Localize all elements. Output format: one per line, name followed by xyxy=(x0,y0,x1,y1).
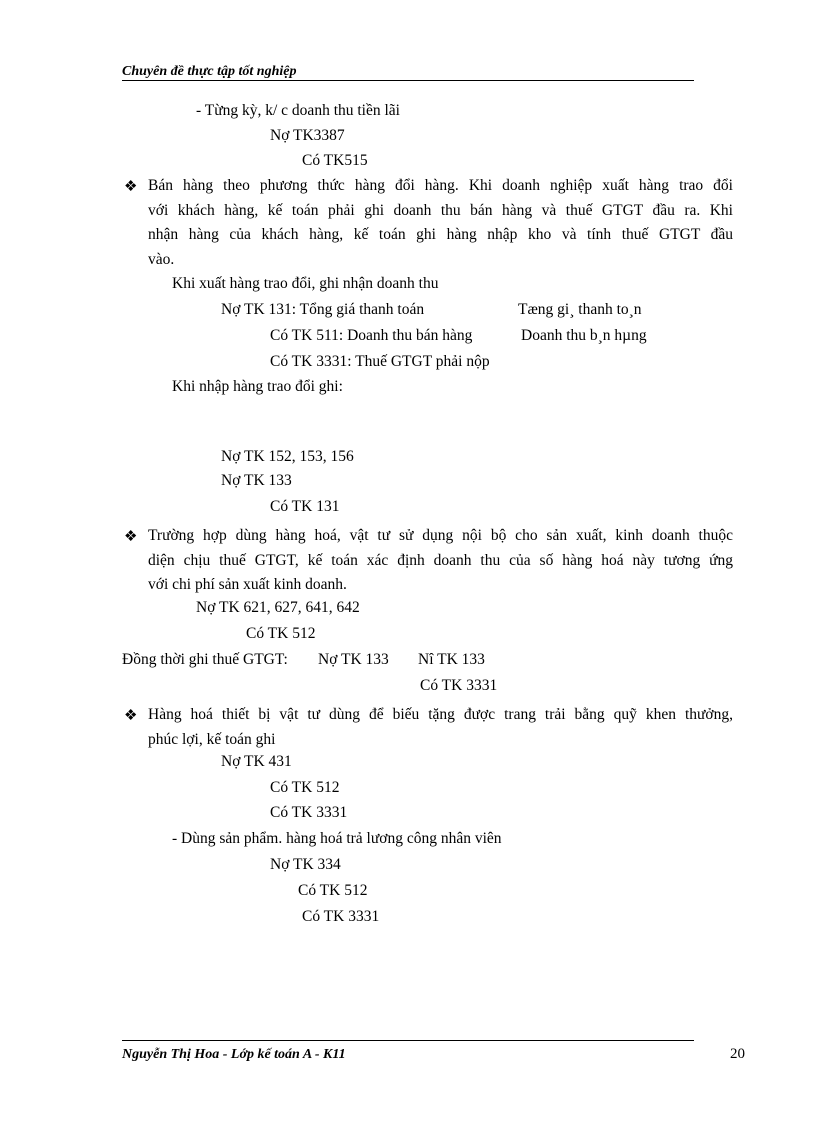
text-line: Nợ TK 152, 153, 156 xyxy=(221,448,354,465)
paragraph-line: Hàng hoá thiết bị vật tư dùng để biếu tặng được trang trải bằng quỹ khen thưởng, xyxy=(148,706,733,723)
paragraph-internal-use xyxy=(148,524,733,598)
text-line: Nợ TK 621, 627, 641, 642 xyxy=(196,599,360,616)
text-line: Đồng thời ghi thuế GTGT: xyxy=(122,651,288,668)
diamond-bullet-icon: ❖ xyxy=(124,529,138,545)
footer-author: Nguyễn Thị Hoa - Lớp kế toán A - K11 xyxy=(122,1047,346,1062)
text-line: Có TK 511: Doanh thu bán hàng xyxy=(270,327,473,344)
paragraph-line: Trường hợp dùng hàng hoá, vật tư sử dụng nội bộ cho sản xuất, kinh doanh thuộc xyxy=(148,527,733,544)
text-line: - Dùng sản phẩm. hàng hoá trả lương công nhân viên xyxy=(172,830,502,847)
text-line: Nợ TK3387 xyxy=(270,127,345,144)
text-line: Nợ TK 133 xyxy=(221,472,292,489)
text-line: Có TK 512 xyxy=(270,779,340,796)
paragraph-line: với khách hàng, kế toán phải ghi doanh thu bán hàng và thuế GTGT đầu ra. Khi xyxy=(148,201,733,219)
text-line: Có TK 3331: Thuế GTGT phải nộp xyxy=(270,353,490,370)
paragraph-gifts xyxy=(148,703,733,752)
text-line: Nợ TK 131: Tổng giá thanh toán xyxy=(221,301,425,318)
page-number: 20 xyxy=(730,1046,745,1062)
text-line: Khi nhập hàng trao đổi ghi: xyxy=(172,378,343,395)
text-line: Nợ TK 334 xyxy=(270,856,341,873)
text-line: Có TK 131 xyxy=(270,498,340,515)
paragraph-line: diện chịu thuế GTGT, kế toán xác định doanh thu của số hàng hoá này tương ứng xyxy=(148,551,733,569)
text-line: Có TK 3331 xyxy=(302,908,380,925)
diamond-bullet-icon: ❖ xyxy=(124,708,138,724)
text-line: Khi xuất hàng trao đổi, ghi nhận doanh thu xyxy=(172,275,439,292)
text-line: Có TK 512 xyxy=(246,625,316,642)
text-line: Có TK 3331 xyxy=(420,677,498,694)
paragraph-line: nhận hàng của khách hàng, kế toán ghi hàng nhập kho và tính thuế GTGT đầu xyxy=(148,226,733,243)
paragraph-barter-sales xyxy=(148,174,733,272)
paragraph-line: Bán hàng theo phương thức hàng đổi hàng. Khi doanh nghiệp xuất hàng trao đổi xyxy=(148,177,733,194)
text-line-garbled: Doanh thu b¸n hµng xyxy=(521,327,647,344)
page-header-title: Chuyên đề thực tập tốt nghiệp xyxy=(122,64,297,79)
text-line: Nợ TK 133 xyxy=(318,651,389,668)
text-line: Có TK515 xyxy=(302,152,368,169)
text-line-garbled: Nî TK 133 xyxy=(418,651,485,668)
diamond-bullet-icon: ❖ xyxy=(124,179,138,195)
header-rule xyxy=(122,80,694,81)
footer-rule xyxy=(122,1040,694,1041)
text-line-garbled: Tæng gi¸ thanh to¸n xyxy=(518,301,642,318)
text-line: - Từng kỳ, k/ c doanh thu tiền lãi xyxy=(196,102,400,119)
paragraph-line: vào. xyxy=(148,250,175,268)
paragraph-line: với chi phí sản xuất kinh doanh. xyxy=(148,576,347,593)
text-line: Có TK 3331 xyxy=(270,804,348,821)
paragraph-line: phúc lợi, kế toán ghi xyxy=(148,730,276,748)
text-line: Nợ TK 431 xyxy=(221,753,292,770)
text-line: Có TK 512 xyxy=(298,882,368,899)
